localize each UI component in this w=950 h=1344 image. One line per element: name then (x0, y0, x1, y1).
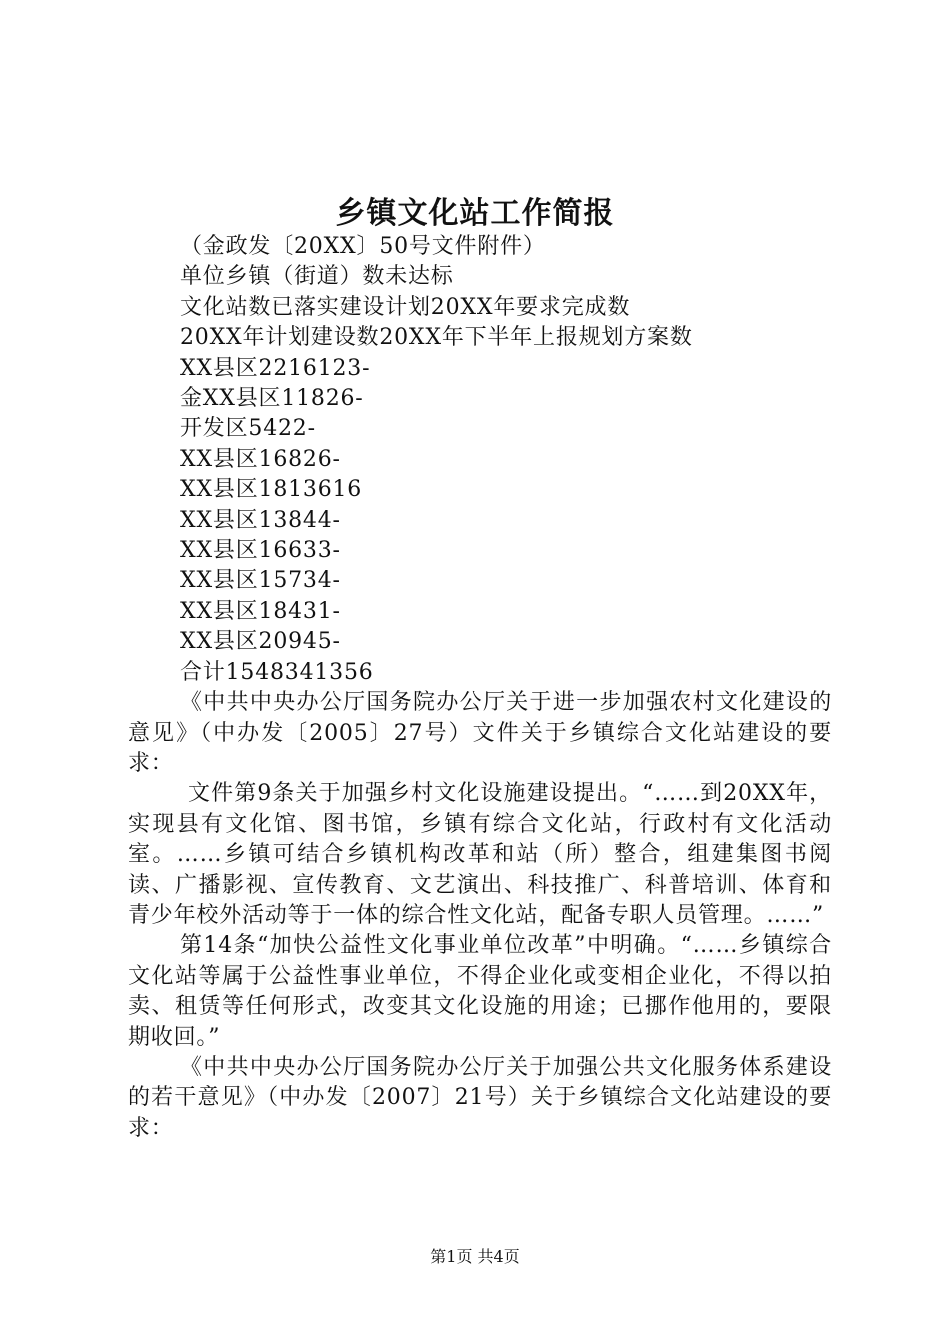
table-header-line: 文化站数已落实建设计划20XX年要求完成数 (180, 294, 631, 320)
document-title: 乡镇文化站工作简报 (335, 196, 615, 231)
body-paragraph: 《中共中央办公厅国务院办公厅关于进一步加强农村文化建设的意见》（中办发〔2005〕27号）文件关于乡镇综合文化站建设的要求： (128, 690, 832, 776)
table-row: XX县区16633- (180, 538, 341, 564)
table-row: XX县区2216123- (180, 355, 371, 381)
body-paragraph: 《中共中央办公厅国务院办公厅关于加强公共文化服务体系建设的若干意见》（中办发〔2007〕21号）关于乡镇综合文化站建设的要求： (128, 1054, 832, 1141)
table-row: XX县区20945- (180, 629, 341, 655)
table-row: XX县区18431- (180, 598, 341, 624)
table-row: 金XX县区11826- (180, 386, 364, 412)
attachment-note: （金政发〔20XX〕50号文件附件） (180, 234, 546, 259)
document-body (128, 232, 832, 1144)
table-row: 开发区5422- (180, 416, 316, 442)
table-header-line: 单位乡镇（街道）数未达标 (180, 264, 454, 290)
table-header-line: 20XX年计划建设数20XX年下半年上报规划方案数 (180, 325, 693, 351)
body-paragraph: 文件第9条关于加强乡村文化设施建设提出。“……到20XX年，实现县有文化馆、图书馆，乡镇有综合文化站，行政村有文化活动室。……乡镇可结合乡镇机构改革和站（所）整合，组建集图书阅读、广播影视、宣传教育、文艺演出、科技推广、科普培训、体育和青少年校外活动等于一体的综合性文化站，配备专职人员管理。……” (128, 781, 832, 928)
table-row: XX县区1813616 (180, 477, 363, 503)
body-paragraph: 第14条“加快公益性文化事业单位改革”中明确。“……乡镇综合文化站等属于公益性事业单位，不得企业化或变相企业化，不得以拍卖、租赁等任何形式，改变其文化设施的用途；已挪作他用的，要限期收回。” (128, 933, 832, 1050)
table-row: XX县区15734- (180, 568, 341, 594)
table-total-row: 合计1548341356 (180, 659, 374, 685)
table-row: XX县区13844- (180, 507, 341, 533)
table-row: XX县区16826- (180, 446, 341, 472)
page-footer: 第1页 共4页 (430, 1247, 520, 1266)
